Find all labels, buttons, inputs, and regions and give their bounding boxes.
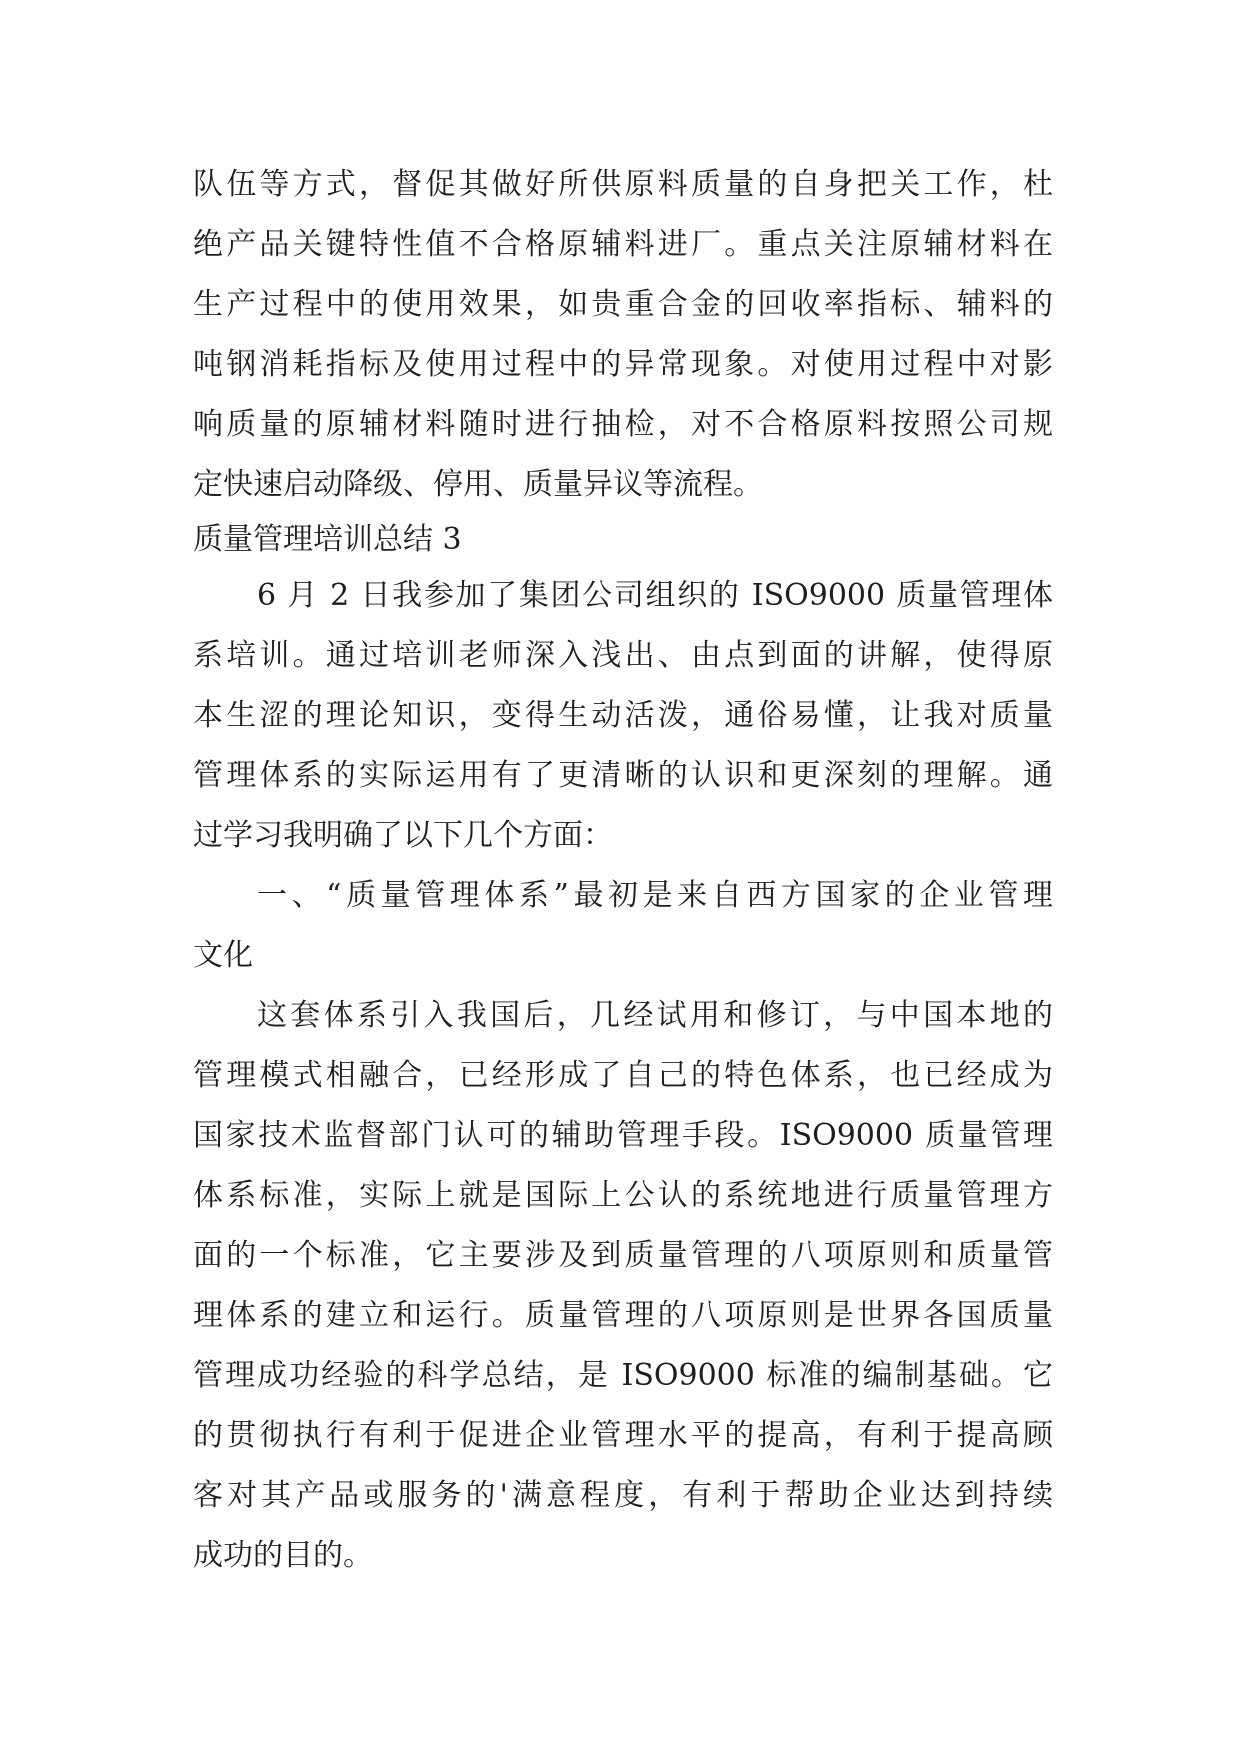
paragraph-line: 成功的目的。 — [193, 1538, 373, 1573]
section-heading: 质量管理培训总结 3 — [193, 522, 462, 557]
paragraph-line: 国家技术监督部门认可的辅助管理手段。ISO9000 质量管理 — [193, 1118, 1053, 1153]
paragraph-line: 的贯彻执行有利于促进企业管理水平的提高，有利于提高顾 — [193, 1418, 1053, 1453]
paragraph-line: 响质量的原辅材料随时进行抽检，对不合格原料按照公司规 — [193, 407, 1053, 442]
paragraph-line: 定快速启动降级、停用、质量异议等流程。 — [193, 467, 763, 502]
subsection-heading: 一、“质量管理体系”最初是来自西方国家的企业管理 — [257, 878, 1053, 913]
paragraph-line: 生产过程中的使用效果，如贵重合金的回收率指标、辅料的 — [193, 287, 1053, 322]
paragraph-line: 体系标准，实际上就是国际上公认的系统地进行质量管理方 — [193, 1178, 1053, 1213]
paragraph-line: 这套体系引入我国后，几经试用和修订，与中国本地的 — [257, 998, 1053, 1033]
paragraph-line: 客对其产品或服务的'满意程度，有利于帮助企业达到持续 — [193, 1478, 1053, 1513]
paragraph-line: 过学习我明确了以下几个方面： — [193, 818, 613, 853]
paragraph-line: 面的一个标准，它主要涉及到质量管理的八项原则和质量管 — [193, 1238, 1053, 1273]
paragraph-line: 系培训。通过培训老师深入浅出、由点到面的讲解，使得原 — [193, 638, 1053, 673]
subsection-heading: 文化 — [193, 938, 253, 973]
paragraph-line: 理体系的建立和运行。质量管理的八项原则是世界各国质量 — [193, 1298, 1053, 1333]
paragraph-line: 6 月 2 日我参加了集团公司组织的 ISO9000 质量管理体 — [257, 578, 1053, 613]
paragraph-line: 吨钢消耗指标及使用过程中的异常现象。对使用过程中对影 — [193, 347, 1053, 382]
paragraph-line: 管理成功经验的科学总结，是 ISO9000 标准的编制基础。它 — [193, 1358, 1053, 1393]
paragraph-line: 管理模式相融合，已经形成了自己的特色体系，也已经成为 — [193, 1058, 1053, 1093]
paragraph-line: 本生涩的理论知识，变得生动活泼，通俗易懂，让我对质量 — [193, 698, 1053, 733]
paragraph-line: 绝产品关键特性值不合格原辅料进厂。重点关注原辅材料在 — [193, 227, 1053, 262]
paragraph-line: 队伍等方式，督促其做好所供原料质量的自身把关工作，杜 — [193, 167, 1053, 202]
paragraph-line: 管理体系的实际运用有了更清晰的认识和更深刻的理解。通 — [193, 758, 1053, 793]
